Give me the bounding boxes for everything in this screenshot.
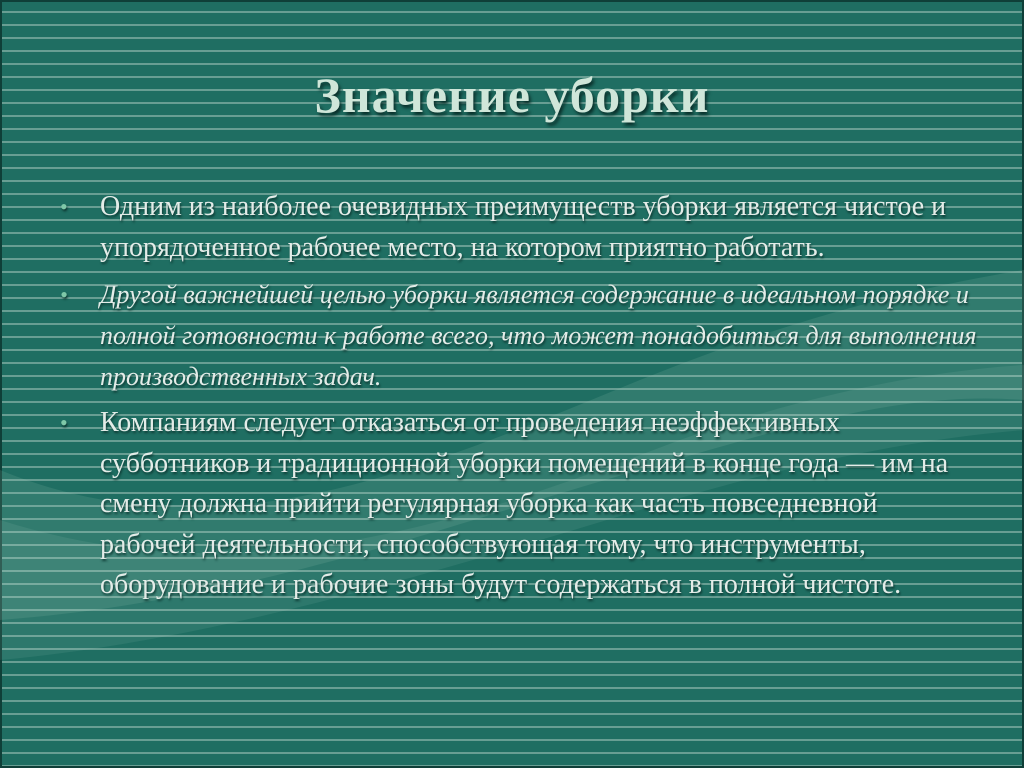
bullet-list <box>58 186 978 606</box>
slide-title: Значение уборки <box>314 67 710 123</box>
bullet-dot-icon: • <box>60 282 68 307</box>
bullet-item <box>58 403 970 606</box>
bullet-item <box>58 274 980 397</box>
bullet-dot-icon: • <box>60 410 68 435</box>
bullet-text: Другой важнейшей целью уборки является содержание в идеальном порядке и полной готовности к работе всего, что может понадобиться для выполнения производственных задач. <box>100 280 977 391</box>
bullet-text: Компаниям следует отказаться от проведения неэффективных субботников и традиционной уборки помещений в конце года — им на смену должна прийти регулярная уборка как часть повседневной рабочей деятельности, способствующая тому, что инструменты, оборудование и рабочие зоны будут содержаться в полной чистоте. <box>100 407 949 600</box>
bullet-dot-icon: • <box>60 194 68 219</box>
bullet-text: Одним из наиболее очевидных преимуществ уборки является чистое и упорядоченное рабочее место, на котором приятно работать. <box>100 191 947 263</box>
bullet-item <box>58 186 970 268</box>
